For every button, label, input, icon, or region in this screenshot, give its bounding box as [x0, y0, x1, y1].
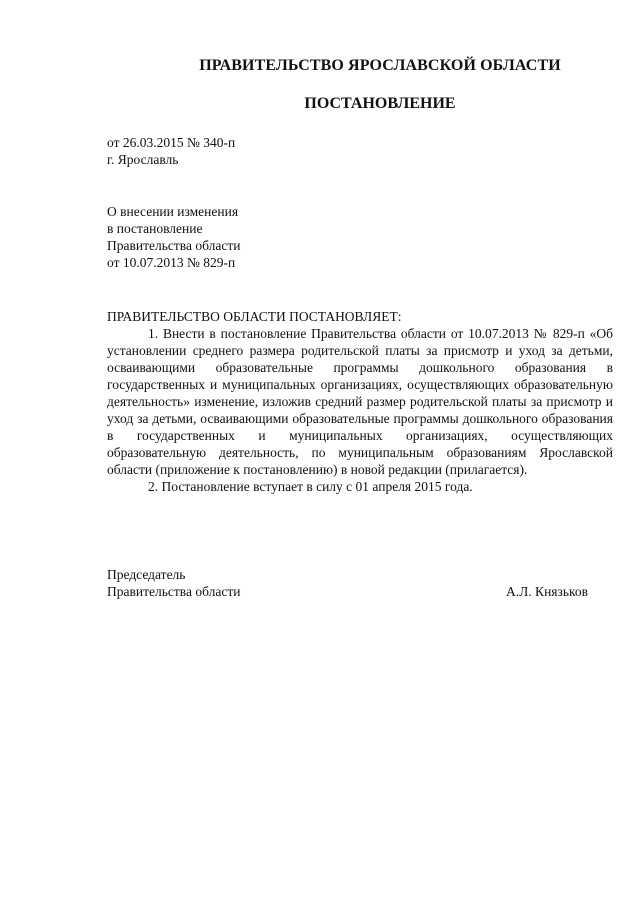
signatory-position-line2: Правительства области [107, 584, 241, 599]
signatory-position-line1: Председатель [107, 567, 186, 582]
signature-block [107, 566, 588, 600]
subject-line: в постановление [107, 221, 203, 236]
resolves-heading: ПРАВИТЕЛЬСТВО ОБЛАСТИ ПОСТАНОВЛЯЕТ: [107, 309, 402, 324]
paragraph-2: 2. Постановление вступает в силу с 01 апреля 2015 года. [148, 479, 473, 494]
paragraph-1: 1. Внести в постановление Правительства области от 10.07.2013 № 829-п «Об установлении среднего размера родительской платы за присмотр и уход за детьми, осваивающими образовательные программы дошкольного образования в государственных и муниципальных организациях, осуществляющих образовательную деятельность» изменение, изложив средний размер родительской платы за присмотр и уход за детьми, осваивающими образовательные программы дошкольного образования в государственных и муниципальных организациях, осуществляющих образовательную деятельность, по муниципальным образованиям Ярославской области (приложение к постановлению) в новой редакции (прилагается). [107, 326, 613, 477]
subject-line: О внесении изменения [107, 204, 239, 219]
subject-line: от 10.07.2013 № 829-п [107, 255, 236, 270]
subject-line: Правительства области [107, 238, 241, 253]
date-number: от 26.03.2015 № 340-п [107, 135, 236, 150]
city: г. Ярославль [107, 152, 179, 167]
document-meta [107, 134, 235, 168]
document-subject [107, 203, 240, 271]
signatory-name: А.Л. Князьков [506, 584, 588, 599]
government-title: ПРАВИТЕЛЬСТВО ЯРОСЛАВСКОЙ ОБЛАСТИ [199, 57, 561, 74]
document-body [107, 308, 613, 495]
document-type-title: ПОСТАНОВЛЕНИЕ [304, 95, 456, 112]
